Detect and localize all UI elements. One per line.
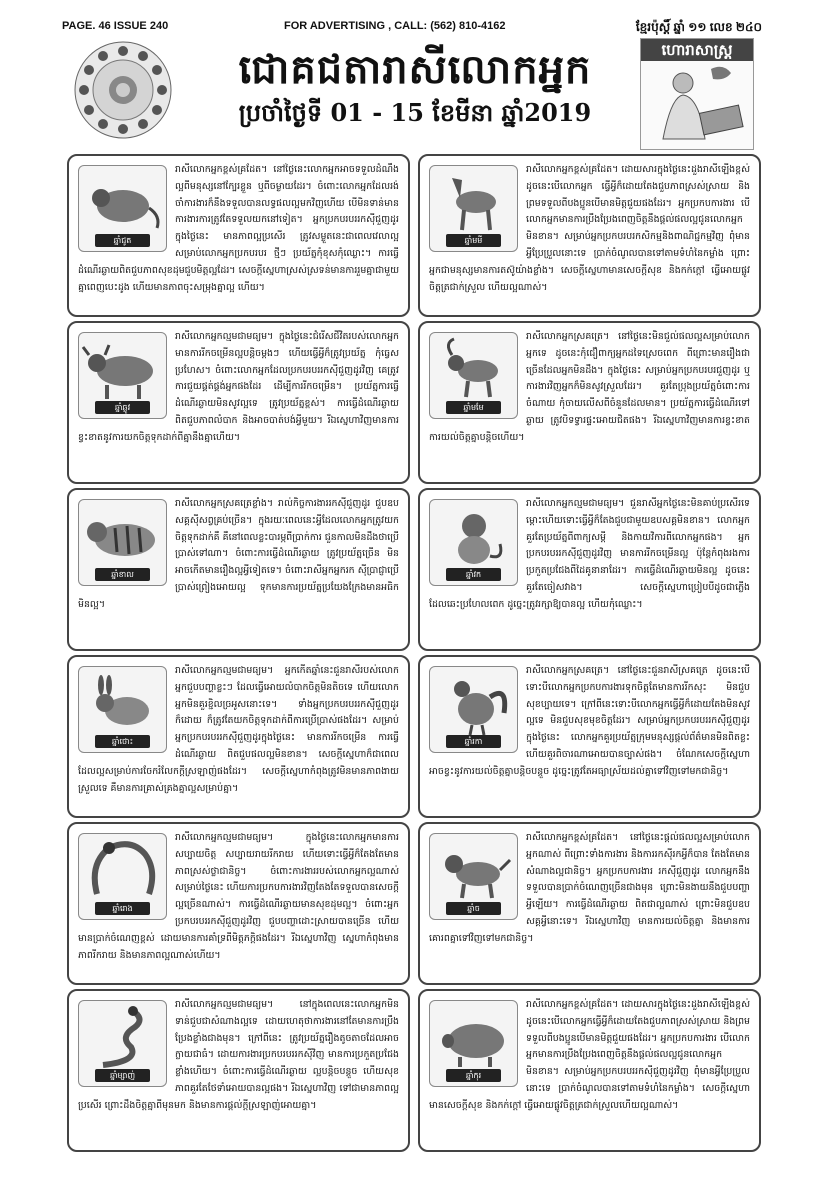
- animal-label: ឆ្នាំខាល: [95, 568, 150, 581]
- animal-label: ឆ្នាំវក: [446, 568, 501, 581]
- horoscope-card-dragon: [67, 822, 410, 985]
- animal-label: ឆ្នាំឆ្លូវ: [95, 401, 150, 414]
- animal-label: ឆ្នាំមមី: [446, 234, 501, 247]
- horoscope-card-rabbit: [67, 655, 410, 818]
- newspaper-name: ខ្មែរប៉ុស្តិ៍ ឆ្នាំ ១១ លេខ ២៤០: [635, 20, 762, 34]
- astrologer-illustration: [640, 38, 754, 150]
- horoscope-card-rooster: [418, 655, 761, 818]
- dragon-icon: [78, 833, 167, 920]
- ox-icon: [78, 332, 167, 419]
- horse-icon: [429, 165, 518, 252]
- tiger-icon: [78, 499, 167, 586]
- monkey-icon: [429, 499, 518, 586]
- rabbit-icon: [78, 666, 167, 753]
- horoscope-card-snake: [67, 989, 410, 1152]
- horoscope-text: រាសីលោកអ្នកខ្ពស់គ្រដែត។ ដោយសារក្នុងថ្ងៃនេះដួងរាសីឡើងខ្ពស់ដូចនេះបើលោកអ្នក ធ្វើអ្វីក៏ដោយតែងជួបភាពស្រស់ស្រាយ និងព្រមទទួលពីបងប្អូនបើមានមិត្តជួយផងដែរ។ អ្នកប្រកបការងារ បើលោកអ្នកមានការប្រឹងប្រែងពេញចិត្តនឹងផ្តល់ផលល្អជូនលោកអ្នកមិនខាន។ សម្រាប់អ្នកប្រកបរបរកសិកម្មនិងពាណិជ្ជកម្មវិញ ពុំមានអ្វីប្រែប្រួលនោះទេ ប្រាក់ចំណូលបានទៅតាមទំហំនៃកម្លាំង ព្រោះអ្នកជាមនុស្សមានការតស៊ូយ៉ាងខ្លាំង។ សេចក្តីស្នេហាមានសេចក្តីសុខ និងកក់ក្តៅ ធ្វើអោយផ្លូវចិត្តត្រជាក់ស្រួល ហើយល្អណាស់។: [429, 164, 750, 293]
- horoscope-text: រាសីលោកអ្នកខ្ពស់គ្រដែត។ នៅថ្ងៃនេះលោកអ្នកអាចទទួលដំណឹងល្អពីមនុស្សនៅក្បែរខ្លួន ឬពីចម្ងាយដែរ។ ចំពោះលោកអ្នកដែលរង់ចាំការងារក៏នឹងទទួលបានលទ្ធផលល្អមកវិញហើយ បើមិនទាន់មានការងារការត្រូវតែទទួលយកនៅទៀត។ អ្នកប្រកបរបររកស៊ីជួញដូរក្នុងថ្ងៃនេះ មានភាពល្អប្រសើរ ត្រូវសម្ងួតនេះជាពេលវេលាល្អសម្រាប់លោកអ្នកប្រកបរបរ ថ្មីៗ ប្រយ័ត្នកុំខុសកុំឈ្លោះ។ ការធ្វើដំណើរឆ្ងាយពិតជួបភាពសុខដុមជួបមិត្តល្អដែរ។ សេចក្តីស្នេហាស្រស់ស្រទន់មានការរួមគ្នាជាមួយគ្នាពេញបេះដូង ហើយមានភាពចុះសម្រុងគ្នាល្អ ហើយ។: [78, 164, 399, 293]
- horoscope-text: រាសីលោកអ្នកខ្ពស់គ្រដែត។ នៅថ្ងៃនេះផ្តល់ផលល្អសម្រាប់លោកអ្នកណាស់ ពីព្រោះទាំងការងារ និងការរកស៊ីរកអ្វីក៏បាន តែងតែមានសំណាងល្អជានិច្ច។ អ្នកប្រកបការងារ រកស៊ីជួញដូរ លោកអ្នកនឹងទទួលបានប្រាក់ចំណេញច្រើនជាងមុន ព្រោះមិនងាយនឹងជួបបញ្ហាអ្វីឡើយ។ ការធ្វើដំណើរឆ្ងាយ ពិតជាល្អណាស់ ព្រោះមិនជួបឧបសគ្គអ្វីនោះទេ។ រីឯស្នេហាវិញ មានការយល់ចិត្តគ្នា និងមានការគោរពគ្នាទៅវិញទៅមកជានិច្ច។: [429, 832, 750, 944]
- horoscope-text: រាសីលោកអ្នកស្រគត្រេ។ នៅថ្ងៃនេះជួនរាសីស្រគត្រេ ដូចនេះបើទោះបីលោកអ្នកប្រកបការងារទុកចិត្តតែមានការរីកសុះ មិនជួបសុខប្បាយទេ។ ក្រៅពីនេះទោះបីលោកអ្នកធ្វើអ្វីក៏ដោយតែងមិនសូវល្អទេ មិនជួបសុខមុខចិត្តដែរ។ សម្រាប់អ្នកប្រកបរបររកស៊ីជួញដូរក្នុងថ្ងៃនេះ លោកអ្នកគួរប្រយ័ត្នក្រុមមនុស្សផ្តល់ព័ត៌មានមិនពិតខ្លះ ហើយគួរពិចារណាអោយបានច្បាស់ផង។ ចំណែកសេចក្តីស្នេហាអាចខ្វះនូវការយល់ចិត្តគ្នាបន្តិចបន្តួច ដូច្នេះត្រូវតែអធ្យាស្រ័យដល់គ្នាទៅវិញទៅមកជានិច្ច។: [429, 665, 750, 777]
- animal-label: ឆ្នាំច: [446, 902, 501, 915]
- zodiac-wheel-icon: [68, 40, 178, 140]
- horoscope-text: រាសីលោកអ្នកស្រគត្រេ។ នៅថ្ងៃនេះមិនជួល់ផលល្អសម្រាប់លោកអ្នកទេ ដូចនេះកុំជឿពាក្យអ្នកដទៃស្រេចពេក ពីព្រោះមានរឿងជាច្រើនដែលអ្នកមិនដឹង។ ក្នុងថ្ងៃនេះ សម្រាប់អ្នកប្រកបរបរជួញដូរ ឬការងារវិញអ្នកក៏មិនសូវស្រួលដែរ។ គួរតែប្រុងប្រយ័ត្នចំពោះការចំណាយ កុំចាយលើសពីចំនួនដែលមាន។ ប្រយ័ត្នការធ្វើដំណើរទៅឆ្ងាយ ត្រូវបិទទ្វារផ្ទះអោយជិតផង។ រីឯស្នេហាវិញមានការខ្វះខាតការយល់ចិត្តគ្នាបន្តិចហើយ។: [429, 331, 750, 443]
- horoscope-text: រាសីលោកអ្នកល្មមជាមធ្យម។ នៅក្នុងពេលនេះលោកអ្នកមិនទាន់ជួបជាសំណាងល្អទេ ដោយហេតុថាការងារនៅតែមានការប្រឹងប្រែងខ្លាំងជាងមុន។ ក្រៅពីនេះ ត្រូវប្រយ័ត្នរឿងតូចតាចដែលអាចក្លាយជាធំ។ ដោយការងារប្រកបរបររកស៊ីវិញ មានការប្រកួតប្រជែងខ្លាំងហើយ។ ចំពោះការធ្វើដំណើរឆ្ងាយ ល្អបន្តិចបន្តួច ហើយសុខភាពគួរតែថែទាំអោយបានល្អផង។ រីឯស្នេហាវិញ ទៅជាមានភាពល្អប្រសើរ ព្រោះដឹងចិត្តគ្នាពីមុនមក និងមានការផ្តល់ក្តីស្រឡាញ់អោយគ្នា។: [78, 999, 399, 1111]
- horoscope-text: រាសីលោកអ្នកល្មមជាមធ្យម។ អ្នកកើតឆ្នាំនេះជួនរាសីរបស់លោកអ្នកជួបបញ្ហាខ្លះៗ ដែលធ្វើអោយលំបាកចិត្តមិនតិចទេ ហើយលោកអ្នកមិនគួរខ្ជិលច្រអូសនោះទេ។ ទាំងអ្នកប្រកបរបររកស៊ីជួញដូរក៏ដោយ ក៏ត្រូវតែយកចិត្តទុកដាក់ពីការប្រើប្រាស់ផងដែរ។ សម្រាប់អ្នកប្រកបរបររកស៊ីជួញដូរក្នុងថ្ងៃនេះ មានការរីកចម្រើន ការធ្វើដំណើរឆ្ងាយ ពិតជួបផលល្អមិនខាន។ សេចក្តីស្នេហាក៏ជាពេលដែលល្អសម្រាប់ការចែករំលែកក្តីស្រឡាញ់ផងដែរ។ សេចក្តីស្នេហាកំពុងត្រូវមិនមានភាពងាយស្រួលទេ គឺមានការគ្រាស់គ្រងគ្នាល្អសម្រាប់គ្នា។: [78, 665, 399, 794]
- horoscope-card-pig: [418, 989, 761, 1152]
- rat-icon: [78, 165, 167, 252]
- page-subtitle: ប្រចាំថ្ងៃទី 01 - 15 ខែមីនា ឆ្នាំ2019: [238, 98, 592, 127]
- snake-icon: [78, 1000, 167, 1087]
- horoscope-card-dog: [418, 822, 761, 985]
- horoscope-card-rat: [67, 154, 410, 317]
- goat-icon: [429, 332, 518, 419]
- horoscope-text: រាសីលោកអ្នកស្រគត្រេខ្លាំង។ រាល់កិច្ចការងាររកស៊ីជួញដូរ ជួបឧបសគ្គសុីសព្វគ្រប់ច្រើន។ ក្នុងរយៈពេលនេះអ្វីដែលលោកអ្នកត្រូវយកចិត្តទុកដាក់គឺ គឺនៅពេលខ្លះបារម្ភពីប្រាក់ការ ជួនកាលមិនដឹងថាប្រើប្រាស់ទៅណា។ ចំពោះការធ្វើដំណើរឆ្ងាយ ត្រូវប្រយ័ត្នច្រើន មិនអាចកើតមានរឿងល្អអ្វីទៀតទេ។ ចំពោះរាសីអ្នកអ្នករក ស៊ីប្រាជ្ញាប្រើ ប្រាស់ព្រៀងអោយល្អ ទុកមានការប្រយ័ត្នប្រយែងក្រែងមានអធិកមិនល្អ។: [78, 498, 399, 610]
- horoscope-card-horse: [418, 154, 761, 317]
- animal-label: ឆ្នាំជូត: [95, 234, 150, 247]
- horoscope-text: រាសីលោកអ្នកខ្ពស់គ្រដែត។ ដោយសារក្នុងថ្ងៃនេះដួងរាសីឡើងខ្ពស់ ដូចនេះបើលោកអ្នកធ្វើអ្វីក៏ដោយតែងជួបភាពស្រស់ស្រាយ និងព្រមទទួលពីបងប្អូនបើមានមិត្តជួយផងដែរ។ អ្នកប្រកបការងារ បើលោកអ្នកមានការប្រឹងប្រែងពេញចិត្តនឹងផ្តល់ផលល្អជូនលោកអ្នកមិនខាន។ សម្រាប់អ្នកប្រកបរបររកស៊ីជួញដូរវិញ ពុំមានអ្វីប្រែប្រួលនោះទេ ប្រាក់ចំណូលបានទៅតាមទំហំនៃកម្លាំង។ សេចក្តីស្នេហាមានសេចក្តីសុខ និងកក់ក្តៅ ធ្វើអោយផ្លូវចិត្តត្រជាក់ស្រួលហើយល្អណាស់។: [429, 999, 750, 1111]
- animal-label: ឆ្នាំម្សាញ់: [95, 1069, 150, 1082]
- animal-label: ឆ្នាំរោង: [95, 902, 150, 915]
- astrology-label: ហោរាសាស្ត្រ: [641, 39, 753, 61]
- animal-label: ឆ្នាំកុរ: [446, 1069, 501, 1082]
- animal-label: ឆ្នាំរកា: [446, 735, 501, 748]
- animal-label: ឆ្នាំថោះ: [95, 735, 150, 748]
- rooster-icon: [429, 666, 518, 753]
- horoscope-card-ox: [67, 321, 410, 484]
- advertising-contact: FOR ADVERTISING , CALL: (562) 810-4162: [284, 20, 506, 32]
- horoscope-card-goat: [418, 321, 761, 484]
- horoscope-card-tiger: [67, 488, 410, 651]
- animal-label: ឆ្នាំមមែ: [446, 401, 501, 414]
- page-issue-label: PAGE. 46 ISSUE 240: [62, 20, 169, 32]
- pig-icon: [429, 1000, 518, 1087]
- horoscope-text: រាសីលោកអ្នកល្មមជាមធ្យម។ ជួនរាសីអ្នកថ្ងៃនេះមិនគាប់ប្រសើរទេ ម្តោះហើយទោះធ្វើអ្វីក៏តែងជួបជាមួយឧបសគ្គមិនខាន។ លោកអ្នកគួរតែប្រយ័ត្នពីពាក្យសម្តី និងកាយវិការពីលោកអ្នកផង។ អ្នកប្រកបរបររកស៊ីជួញដូរវិញ មានការរីកចម្រើនល្អ ប៉ុន្តែកំពុងរងការប្រកួតប្រជែងពីដៃគូនានាដែរ។ ការធ្វើដំណើរឆ្ងាយមិនល្អ ដូចនេះគួរតែចៀសវាង។ សេចក្តីស្នេហាប្រៀបបីដូចជាភ្លើងដែលឆេះប្រហែលពេក ដូច្នេះត្រូវរក្សាឱ្យបានល្អ ហើយកុំឈ្លោះ។: [429, 498, 750, 610]
- page-header-strip: [62, 20, 762, 36]
- horoscope-card-monkey: [418, 488, 761, 651]
- dog-icon: [429, 833, 518, 920]
- horoscope-text: រាសីលោកអ្នកល្មមជាមធ្យម។ ក្នុងថ្ងៃនេះជំរើសជីវិតរបស់លោកអ្នកមានការរីកចម្រើនល្អបន្តិចម្តងៗ ហើយធ្វើអ្វីក៏ត្រូវប្រយ័ត្ន កុំធ្វេសប្រហែស។ ចំពោះលោកអ្នកដែលប្រកបរបររកស៊ីជួញដូរវិញ គេត្រូវការជួយផ្គត់ផ្គង់អ្នកផងដែរ ដើម្បីការរីកចម្រើន។ ប្រយ័ត្នការធ្វើដំណើរឆ្ងាយមិនសូវល្អទេ ត្រូវប្រយ័ត្នខ្ពស់។ ការធ្វើដំណើរឆ្ងាយពិតជួបភាពលំបាក និងអាចបាត់បង់អ្វីមួយ។ រីឯស្នេហាវិញមានការខ្វះខាតនូវការយកចិត្តទុកដាក់ពីគ្នានឹងគ្នាហើយ។: [78, 331, 399, 443]
- horoscope-text: រាសីលោកអ្នកល្មមជាមធ្យម។ ក្នុងថ្ងៃនេះលោកអ្នកមានការសប្បាយចិត្ត សប្បាយរាយរីករាយ ហើយទោះធ្វើអ្វីក៏តែងតែមានភាពស្រស់ថ្លាជានិច្ច។ ចំពោះការងាររបស់លោកអ្នកល្អណាស់សម្រាប់ថ្ងៃនេះ ហើយការប្រកបការងារវិញតែងតែទទួលបានសេចក្តីល្អច្រើនណាស់។ ការធ្វើដំណើរឆ្ងាយមានសុខដុមល្អ។ ចំពោះអ្នកប្រកបរបររកស៊ីជួញដូរវិញ ជួបបញ្ហាដោះស្រាយបានច្រើន ហើយមានប្រាក់ចំណេញខ្ពស់ ដោយមានការគាំទ្រពីមិត្តភក្តិផងដែរ។ រីឯស្នេហាវិញ ស្នេហាកំពុងមានភាពរីករាយ និងមានភាពល្អណាស់ហើយ។: [78, 832, 399, 961]
- page-title: ជោគជតារាសីលោកអ្នក: [238, 46, 592, 93]
